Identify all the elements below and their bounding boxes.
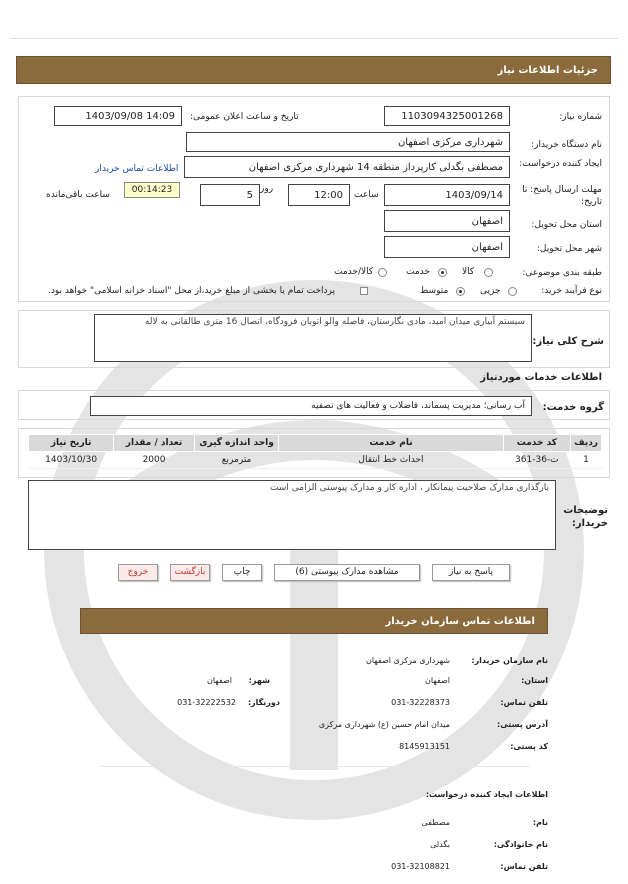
days-field[interactable]: 5 [200,184,260,206]
service-group-label: گروه خدمت: [542,402,604,413]
contact-divider [100,766,530,767]
back-button[interactable]: بازگشت [170,564,210,581]
page-title: جزئیات اطلاعات نیاز [497,64,598,76]
creator-phone-value: 031-32108821 [391,862,450,871]
city-contact-label: شهر: [248,676,270,685]
page-title-bar [16,56,611,84]
category-both-label: کالا/خدمت [334,267,374,277]
city-label: شهر محل تحویل: [536,244,602,254]
col-code: کد خدمت [503,435,570,452]
creator-field[interactable]: مصطفی بگدلی کارپرداز منطقه 14 شهرداری مرکزی اصفهان [184,156,510,178]
deadline-date-field[interactable]: 1403/09/14 [384,184,510,206]
contact-title: اطلاعات تماس سازمان خریدار [385,615,535,627]
summary-label: شرح کلی نیاز: [532,336,604,347]
fax-label: دورنگار: [247,698,280,707]
creator-family-label: نام خانوادگی: [493,840,548,849]
table-row[interactable] [29,452,602,469]
category-label: طبقه بندی موضوعی: [522,268,602,278]
address-value: میدان امام حسین (ع) شهرداری مرکزی [318,720,450,729]
process-medium-label: متوسط [420,286,449,296]
summary-field[interactable]: سیستم آبیاری میدان امید، مادی نگارستان، فاصله والو اتوبان فرودگاه، اتصال 16 متری طالقانی به لاله [94,314,532,362]
process-label: نوع فرآیند خرید: [541,286,602,296]
province-contact-label: استان: [521,676,548,685]
col-qty: تعداد / مقدار [114,435,195,452]
city-contact-value: اصفهان [206,676,232,685]
creator-info-title: اطلاعات ایجاد کننده درخواست: [425,790,548,799]
creator-phone-label: تلفن تماس: [500,862,548,871]
creator-name-value: مصطفی [421,818,450,827]
col-row: ردیف [571,435,602,452]
col-date: تاریخ نیاز [29,435,114,452]
creator-family-value: بگدلی [430,840,450,849]
cell-name: احداث خط انتقال [279,452,503,469]
deadline-label: مهلت ارسال پاسخ: تا تاریخ: [522,185,602,207]
org-value: شهرداری مرکزی اصفهان [365,656,450,665]
postal-label: کد پستی: [510,742,548,751]
province-label: استان محل تحویل: [531,220,602,230]
phone-value: 031-32228373 [391,698,450,707]
cell-unit: مترمربع [194,452,279,469]
process-medium-radio[interactable] [456,287,465,296]
attachments-button[interactable]: مشاهده مدارک پیوستی (6) [274,564,420,581]
services-section-title: اطلاعات خدمات موردنیاز [480,372,602,383]
category-service-label: خدمت [406,267,430,277]
buyer-org-field[interactable]: شهرداری مرکزی اصفهان [186,132,510,152]
need-number-field[interactable]: 1103094325001268 [384,106,510,126]
col-unit: واحد اندازه گیری [194,435,279,452]
top-divider [10,38,618,39]
time-label: ساعت [354,190,379,200]
days-label: روز [260,184,274,194]
announce-field[interactable]: 1403/09/08 14:09 [54,106,182,126]
buyer-notes-field[interactable]: بارگذاری مدارک صلاحیت پیمانکار ، اداره کار و مدارک پیوستی الزامی است [28,480,556,550]
service-group-field[interactable]: آب رسانی؛ مدیریت پسماند، فاضلاب و فعالیت های تصفیه [90,396,532,416]
services-table [28,434,602,469]
city-field[interactable]: اصفهان [384,236,510,258]
category-both-radio[interactable] [378,268,387,277]
payment-checkbox[interactable] [360,287,368,295]
category-goods-radio[interactable] [484,268,493,277]
cell-date: 1403/10/30 [29,452,114,469]
contact-title-bar [80,608,548,634]
deadline-time-field[interactable]: 12:00 [288,184,350,206]
postal-value: 8145913151 [399,742,450,751]
province-field[interactable]: اصفهان [384,210,510,232]
payment-note: پرداخت تمام یا بخشی از مبلغ خرید،از محل "اسناد خزانه اسلامی" خواهد بود. [48,286,336,296]
creator-name-label: نام: [532,818,548,827]
announce-label: تاریخ و ساعت اعلان عمومی: [190,112,299,122]
buyer-notes-label: توضیحات خریدار: [563,505,608,529]
address-label: آدرس پستی: [497,720,548,729]
print-button[interactable]: چاپ [222,564,262,581]
remaining-label: ساعت باقی‌مانده [46,190,110,200]
process-minor-radio[interactable] [508,287,517,296]
cell-qty: 2000 [114,452,195,469]
remaining-timer: 00:14:23 [124,182,180,198]
fax-value: 031-32222532 [177,698,236,707]
creator-label: ایجاد کننده درخواست: [519,159,602,169]
contact-buyer-link[interactable]: اطلاعات تماس خریدار [95,164,179,174]
exit-button[interactable]: خروج [118,564,158,581]
buyer-org-label: نام دستگاه خریدار: [531,140,602,150]
process-minor-label: جزیی [480,286,501,296]
province-contact-value: اصفهان [424,676,450,685]
cell-code: ت-36-361 [503,452,570,469]
category-service-radio[interactable] [438,268,447,277]
category-goods-label: کالا [462,267,475,277]
cell-row: 1 [571,452,602,469]
reply-button[interactable]: پاسخ به نیاز [432,564,510,581]
org-label: نام سازمان خریدار: [471,656,548,665]
phone-label: تلفن تماس: [500,698,548,707]
col-name: نام خدمت [279,435,503,452]
need-number-label: شماره نیاز: [559,112,602,122]
